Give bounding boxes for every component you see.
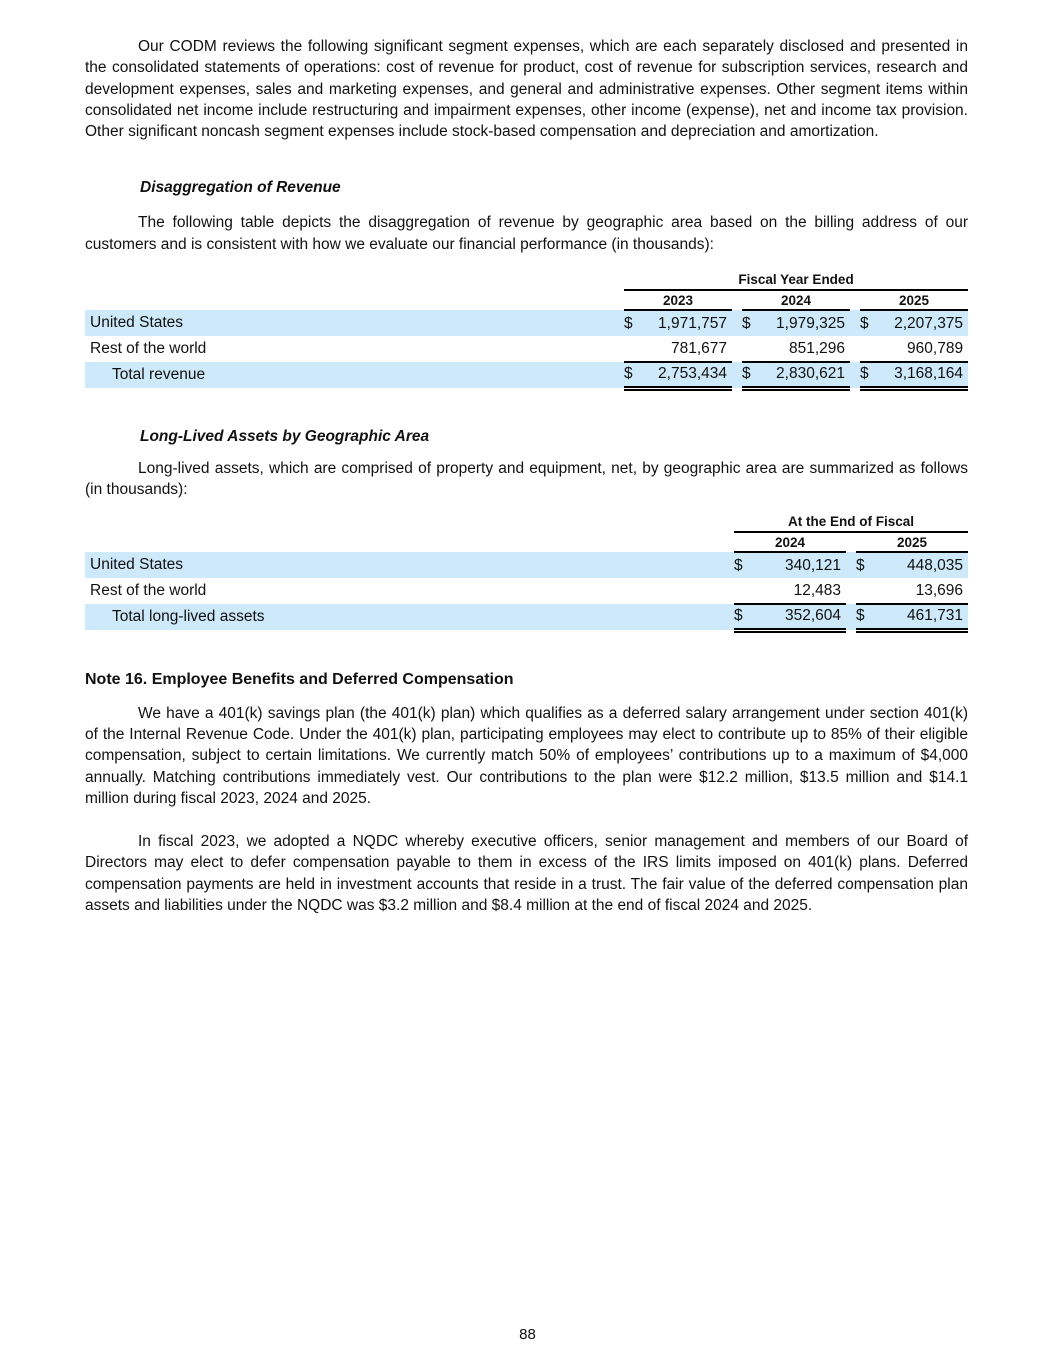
heading-note-16: Note 16. Employee Benefits and Deferred Compensation: [85, 670, 514, 688]
cell-value: 851,296: [762, 336, 850, 362]
revenue-column-2024: 2024: [742, 290, 850, 310]
currency-symbol: $: [742, 314, 751, 332]
currency-symbol: [860, 336, 880, 362]
row-label: United States: [90, 556, 184, 574]
cell-value: 12,483: [756, 578, 846, 604]
assets-table: [85, 514, 968, 633]
currency-symbol: $: [742, 362, 762, 388]
heading-long-lived-assets: Long-Lived Assets by Geographic Area: [140, 427, 430, 445]
currency-symbol: $: [860, 362, 880, 388]
table-row-united-states: [85, 310, 968, 336]
row-label: United States: [90, 314, 184, 332]
currency-symbol: [856, 578, 878, 604]
currency-symbol: $: [860, 314, 869, 332]
cell-value: 461,731: [878, 604, 968, 630]
currency-symbol: [742, 336, 762, 362]
currency-symbol: [734, 578, 756, 604]
currency-symbol: $: [624, 362, 644, 388]
cell-value: 1,971,757: [658, 314, 727, 332]
revenue-table-years-row: [85, 290, 968, 310]
currency-symbol: $: [856, 556, 865, 574]
table-row-rest-of-world: [85, 578, 968, 604]
cell-value: 3,168,164: [880, 362, 968, 388]
assets-table-spanner-row: [85, 514, 968, 532]
table-row-united-states: [85, 552, 968, 578]
row-label: Rest of the world: [90, 582, 207, 600]
currency-symbol: $: [734, 604, 756, 630]
heading-disaggregation-of-revenue: Disaggregation of Revenue: [140, 179, 341, 197]
cell-value: 1,979,325: [776, 314, 845, 332]
assets-column-2025: 2025: [856, 532, 968, 552]
row-label: Total long-lived assets: [112, 608, 265, 626]
currency-symbol: $: [856, 604, 878, 630]
currency-symbol: $: [624, 314, 633, 332]
row-label: Total revenue: [112, 366, 206, 384]
revenue-column-2023: 2023: [624, 290, 732, 310]
assets-intro-paragraph: Long-lived assets, which are comprised of property and equipment, net, by geographic area are summarized as follows (in thousands):: [85, 459, 968, 498]
table-row-total-long-lived-assets: [85, 604, 968, 630]
table-row-total-revenue: [85, 362, 968, 388]
currency-symbol: $: [734, 556, 743, 574]
benefits-paragraph-1: We have a 401(k) savings plan (the 401(k) plan) which qualifies as a deferred salary arrangement under section 401(k) of the Internal Revenue Code. Under the 401(k) plan, participating employees may elect to contribute up to 85% of their eligible compensation, subject to certain limitations. We currently match 50% of employees’ contributions up to a maximum of $4,000 annually. Matching contributions immediately vest. Our contributions to the plan were $12.2 million, $13.5 million and $14.1 million during fiscal 2023, 2024 and 2025.: [85, 704, 968, 807]
cell-value: 2,753,434: [644, 362, 732, 388]
assets-column-2024: 2024: [734, 532, 846, 552]
revenue-table-spanner-row: [85, 272, 968, 290]
assets-table-spanner: At the End of Fiscal: [734, 514, 968, 532]
assets-table-years-row: [85, 532, 968, 552]
currency-symbol: [624, 336, 644, 362]
revenue-table-spanner: Fiscal Year Ended: [624, 272, 968, 290]
page-number: 88: [519, 1326, 536, 1343]
cell-value: 960,789: [880, 336, 968, 362]
cell-value: 352,604: [756, 604, 846, 630]
cell-value: 2,830,621: [762, 362, 850, 388]
cell-value: 781,677: [644, 336, 732, 362]
revenue-intro-paragraph: The following table depicts the disaggregation of revenue by geographic area based on the billing address of our customers and is consistent with how we evaluate our financial performance (in thousands):: [85, 214, 968, 253]
table-row-rest-of-world: [85, 336, 968, 362]
cell-value: 2,207,375: [894, 314, 964, 332]
row-label: Rest of the world: [90, 340, 207, 358]
revenue-column-2025: 2025: [860, 290, 968, 310]
revenue-table: [85, 272, 968, 391]
cell-value: 448,035: [906, 556, 963, 574]
cell-value: 340,121: [784, 556, 841, 574]
benefits-paragraph-2: In fiscal 2023, we adopted a NQDC whereby executive officers, senior management and members of our Board of Directors may elect to defer compensation payable to them in excess of the IRS limits imposed on 401(k) plans. Deferred compensation payments are held in investment accounts that reside in a trust. The fair value of the deferred compensation plan assets and liabilities under the NQDC was $3.2 million and $8.4 million at the end of fiscal 2024 and 2025.: [85, 833, 968, 915]
codm-paragraph: Our CODM reviews the following significant segment expenses, which are each separately disclosed and presented in the consolidated statements of operations: cost of revenue for product, cost of revenue for subscription services, research and development expenses, sales and marketing expenses, and general and administrative expenses. Other segment items within consolidated net income include restructuring and impairment expenses, other income (expense), net and income tax provision. Other significant noncash segment expenses include stock-based compensation and depreciation and amortization.: [85, 38, 968, 141]
cell-value: 13,696: [878, 578, 968, 604]
